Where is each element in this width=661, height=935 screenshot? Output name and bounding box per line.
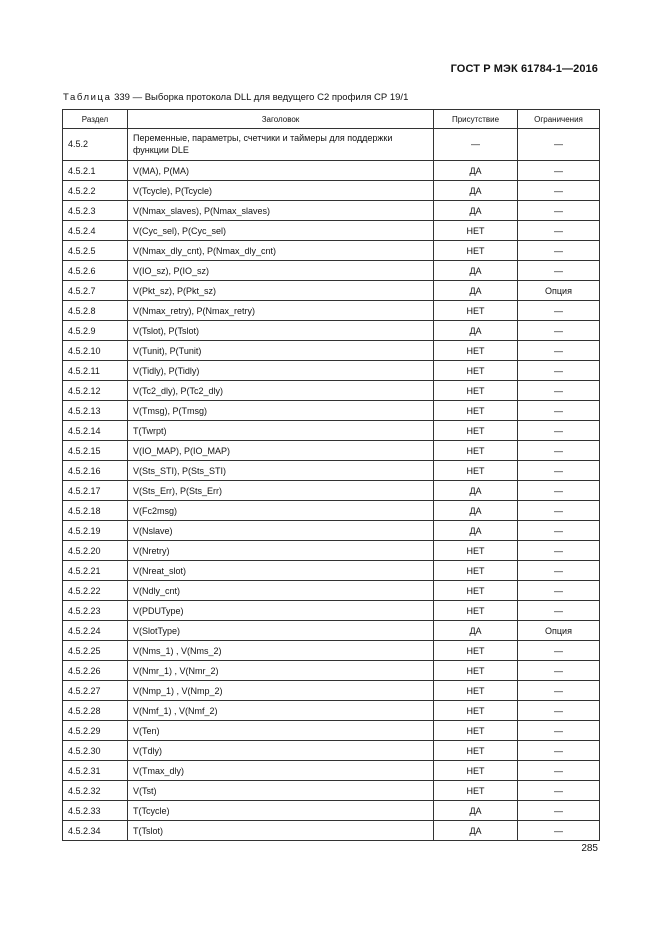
cell-section: 4.5.2.15 [63,441,128,461]
table-row [63,521,600,541]
cell-presence: НЕТ [434,701,518,721]
cell-constraints: — [518,681,600,701]
cell-constraints: — [518,321,600,341]
cell-title: V(Ten) [128,721,434,741]
table-row [63,621,600,641]
cell-section: 4.5.2.27 [63,681,128,701]
table-row [63,321,600,341]
cell-section: 4.5.2.1 [63,161,128,181]
cell-constraints: — [518,441,600,461]
cell-section: 4.5.2.23 [63,601,128,621]
cell-constraints: — [518,401,600,421]
cell-presence: НЕТ [434,341,518,361]
cell-section: 4.5.2.2 [63,181,128,201]
cell-presence: ДА [434,621,518,641]
cell-title: V(Nmax_dly_cnt), P(Nmax_dly_cnt) [128,241,434,261]
cell-presence: ДА [434,201,518,221]
cell-section: 4.5.2.5 [63,241,128,261]
table-row [63,341,600,361]
table-caption-prefix: Таблица [63,92,112,103]
cell-title: V(MA), P(MA) [128,161,434,181]
table-row [63,241,600,261]
cell-section: 4.5.2.19 [63,521,128,541]
cell-constraints: — [518,461,600,481]
column-header-presence: Присутствие [434,110,518,129]
cell-title: V(SlotType) [128,621,434,641]
cell-section: 4.5.2.12 [63,381,128,401]
table-row [63,801,600,821]
cell-section: 4.5.2.31 [63,761,128,781]
cell-section: 4.5.2.3 [63,201,128,221]
cell-section: 4.5.2.10 [63,341,128,361]
table-row [63,561,600,581]
cell-section: 4.5.2.11 [63,361,128,381]
cell-title: V(Nmax_retry), P(Nmax_retry) [128,301,434,321]
cell-constraints: — [518,581,600,601]
cell-constraints: — [518,761,600,781]
table-row [63,441,600,461]
table-row [63,421,600,441]
cell-section: 4.5.2.9 [63,321,128,341]
table-caption [63,92,408,103]
cell-constraints: — [518,241,600,261]
table-row [63,781,600,801]
cell-presence: НЕТ [434,681,518,701]
cell-constraints: Опция [518,281,600,301]
cell-constraints: — [518,801,600,821]
cell-section: 4.5.2.22 [63,581,128,601]
cell-presence: НЕТ [434,401,518,421]
table-row [63,641,600,661]
cell-constraints: — [518,641,600,661]
cell-section: 4.5.2.29 [63,721,128,741]
cell-constraints: — [518,521,600,541]
cell-section: 4.5.2.26 [63,661,128,681]
cell-title: V(IO_MAP), P(IO_MAP) [128,441,434,461]
cell-title: V(Nreat_slot) [128,561,434,581]
cell-presence: НЕТ [434,581,518,601]
cell-presence: НЕТ [434,381,518,401]
cell-title: V(Tidly), P(Tidly) [128,361,434,381]
cell-presence: ДА [434,501,518,521]
cell-presence: ДА [434,321,518,341]
table-row [63,741,600,761]
table-row [63,701,600,721]
table-row [63,581,600,601]
cell-title: V(Nms_1) , V(Nms_2) [128,641,434,661]
table-row [63,261,600,281]
cell-section: 4.5.2.7 [63,281,128,301]
table-row [63,761,600,781]
cell-constraints: — [518,221,600,241]
cell-presence: ДА [434,161,518,181]
cell-title: V(Tdly) [128,741,434,761]
cell-constraints: — [518,201,600,221]
table-caption-text: 339 — Выборка протокола DLL для ведущего С2 профиля СР 19/1 [114,92,409,103]
cell-title: V(Tc2_dly), P(Tc2_dly) [128,381,434,401]
column-header-section: Раздел [63,110,128,129]
cell-presence: НЕТ [434,561,518,581]
cell-presence: НЕТ [434,301,518,321]
cell-title: V(Tslot), P(Tslot) [128,321,434,341]
table-row [63,721,600,741]
cell-title: T(Tslot) [128,821,434,841]
cell-constraints: — [518,541,600,561]
cell-constraints: — [518,741,600,761]
cell-presence: ДА [434,821,518,841]
cell-title: V(Tst) [128,781,434,801]
cell-title: T(Twrpt) [128,421,434,441]
cell-presence: ДА [434,521,518,541]
document-id: ГОСТ Р МЭК 61784-1—2016 [450,63,598,75]
cell-title: V(Nretry) [128,541,434,561]
column-header-constraints: Ограничения [518,110,600,129]
cell-title: V(Sts_STI), P(Sts_STI) [128,461,434,481]
table-row [63,281,600,301]
cell-title: Переменные, параметры, счетчики и таймеры для поддержки функции DLE [128,129,434,161]
cell-constraints: — [518,601,600,621]
cell-title: V(Sts_Err), P(Sts_Err) [128,481,434,501]
cell-section: 4.5.2.6 [63,261,128,281]
cell-section: 4.5.2.20 [63,541,128,561]
table-row [63,401,600,421]
cell-constraints: Опция [518,621,600,641]
cell-presence: НЕТ [434,461,518,481]
table-row [63,361,600,381]
cell-title: V(Fc2msg) [128,501,434,521]
cell-presence: НЕТ [434,761,518,781]
cell-presence: НЕТ [434,641,518,661]
cell-section: 4.5.2.28 [63,701,128,721]
cell-constraints: — [518,721,600,741]
cell-section: 4.5.2.14 [63,421,128,441]
cell-section: 4.5.2.25 [63,641,128,661]
cell-constraints: — [518,501,600,521]
cell-title: V(Nmr_1) , V(Nmr_2) [128,661,434,681]
cell-section: 4.5.2.4 [63,221,128,241]
cell-title: V(Tmsg), P(Tmsg) [128,401,434,421]
table-row [63,681,600,701]
table-row [63,661,600,681]
cell-section: 4.5.2.30 [63,741,128,761]
cell-section: 4.5.2.24 [63,621,128,641]
table-row [63,601,600,621]
table-row [63,481,600,501]
table-row [63,461,600,481]
cell-constraints: — [518,341,600,361]
cell-constraints: — [518,161,600,181]
cell-constraints: — [518,701,600,721]
cell-presence: НЕТ [434,241,518,261]
cell-presence: НЕТ [434,361,518,381]
table-row [63,821,600,841]
cell-section: 4.5.2.34 [63,821,128,841]
cell-presence: ДА [434,261,518,281]
cell-presence: НЕТ [434,781,518,801]
cell-title: V(Tmax_dly) [128,761,434,781]
cell-title: V(Nmf_1) , V(Nmf_2) [128,701,434,721]
cell-constraints: — [518,301,600,321]
table-row [63,181,600,201]
cell-presence: НЕТ [434,541,518,561]
table-row [63,221,600,241]
column-header-title: Заголовок [128,110,434,129]
cell-title: V(Tunit), P(Tunit) [128,341,434,361]
cell-section: 4.5.2.13 [63,401,128,421]
table-row [63,541,600,561]
cell-title: V(IO_sz), P(IO_sz) [128,261,434,281]
cell-presence: НЕТ [434,441,518,461]
cell-presence: ДА [434,281,518,301]
cell-title: V(PDUType) [128,601,434,621]
cell-constraints: — [518,481,600,501]
table-row [63,301,600,321]
cell-section: 4.5.2 [63,129,128,161]
dll-selection-table [62,109,600,841]
cell-presence: НЕТ [434,721,518,741]
table-body [63,129,600,841]
cell-title: V(Pkt_sz), P(Pkt_sz) [128,281,434,301]
cell-constraints: — [518,661,600,681]
cell-title: V(Nmp_1) , V(Nmp_2) [128,681,434,701]
cell-section: 4.5.2.8 [63,301,128,321]
cell-section: 4.5.2.21 [63,561,128,581]
cell-section: 4.5.2.18 [63,501,128,521]
cell-constraints: — [518,181,600,201]
cell-title: V(Nslave) [128,521,434,541]
cell-constraints: — [518,361,600,381]
table-row [63,161,600,181]
cell-constraints: — [518,821,600,841]
table-row [63,381,600,401]
table-header-row [63,110,600,129]
cell-presence: ДА [434,181,518,201]
cell-presence: — [434,129,518,161]
cell-title: V(Ndly_cnt) [128,581,434,601]
cell-presence: ДА [434,801,518,821]
cell-constraints: — [518,421,600,441]
cell-presence: ДА [434,481,518,501]
cell-section: 4.5.2.17 [63,481,128,501]
cell-presence: НЕТ [434,221,518,241]
cell-constraints: — [518,781,600,801]
cell-constraints: — [518,561,600,581]
cell-title: T(Tcycle) [128,801,434,821]
cell-title: V(Cyc_sel), P(Cyc_sel) [128,221,434,241]
cell-title: V(Nmax_slaves), P(Nmax_slaves) [128,201,434,221]
cell-presence: НЕТ [434,741,518,761]
cell-presence: НЕТ [434,421,518,441]
table-row [63,501,600,521]
table-row [63,201,600,221]
page-number: 285 [581,843,598,854]
cell-section: 4.5.2.32 [63,781,128,801]
cell-presence: НЕТ [434,601,518,621]
cell-section: 4.5.2.33 [63,801,128,821]
cell-constraints: — [518,381,600,401]
cell-presence: НЕТ [434,661,518,681]
cell-constraints: — [518,261,600,281]
table-row [63,129,600,161]
cell-section: 4.5.2.16 [63,461,128,481]
cell-constraints: — [518,129,600,161]
cell-title: V(Tcycle), P(Tcycle) [128,181,434,201]
